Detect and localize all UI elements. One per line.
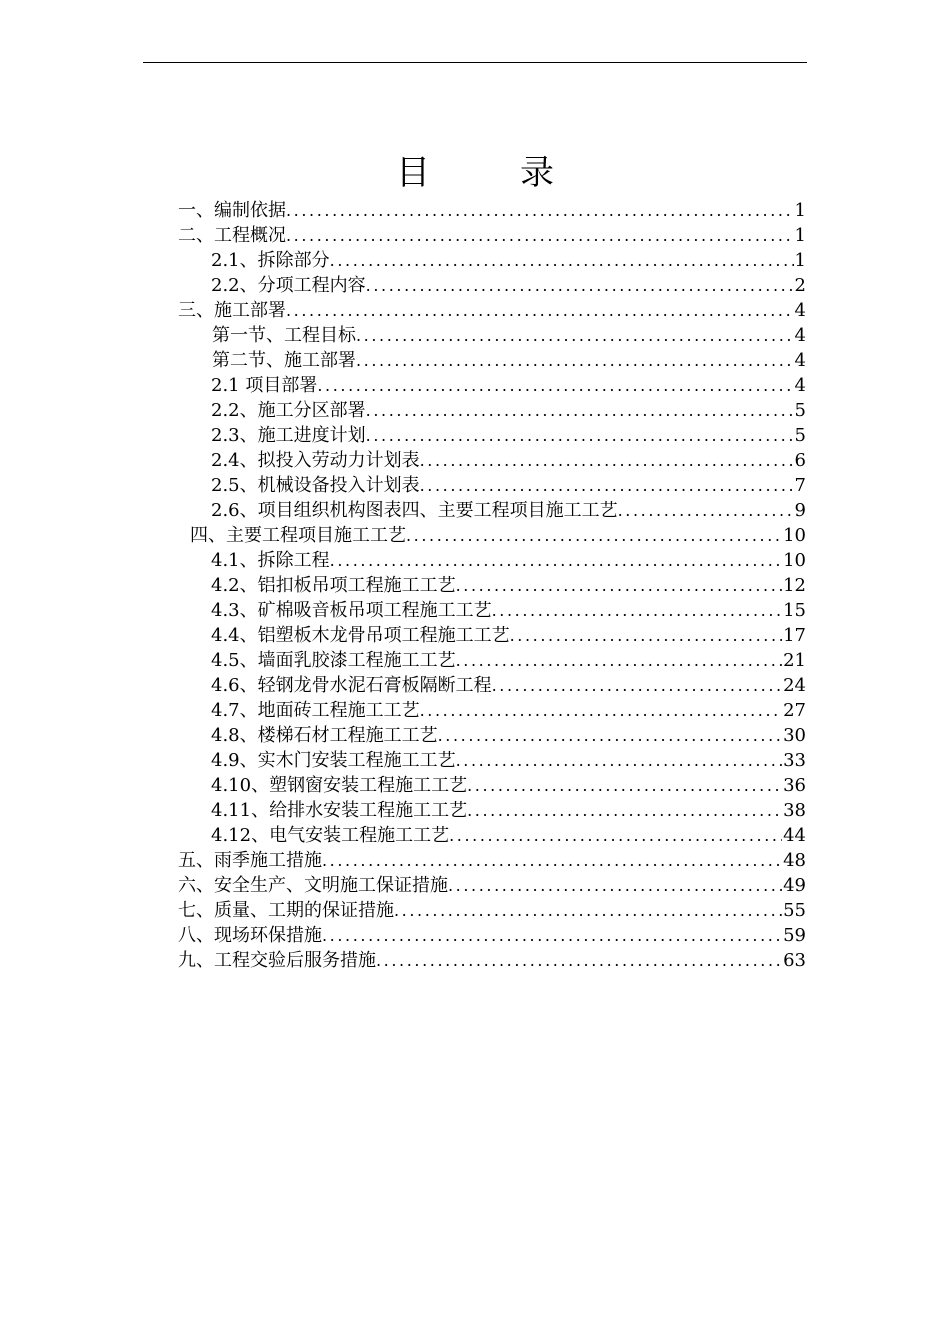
toc-entry[interactable] bbox=[211, 249, 806, 273]
toc-leader-dots bbox=[366, 424, 794, 448]
toc-entry-label: 2.1、拆除部分 bbox=[211, 250, 330, 271]
toc-entry-page: 2 bbox=[794, 275, 806, 296]
toc-leader-dots bbox=[438, 724, 782, 748]
toc-entry-label: 六、安全生产、文明施工保证措施 bbox=[178, 875, 448, 896]
toc-entry[interactable] bbox=[211, 374, 806, 398]
toc-leader-dots bbox=[322, 924, 782, 948]
toc-entry[interactable] bbox=[211, 449, 806, 473]
toc-entry-label: 七、质量、工期的保证措施 bbox=[178, 900, 394, 921]
toc-entry[interactable] bbox=[211, 649, 806, 673]
toc-entry-label: 4.5、墙面乳胶漆工程施工工艺 bbox=[211, 650, 456, 671]
toc-leader-dots bbox=[330, 249, 794, 273]
toc-leader-dots bbox=[406, 524, 782, 548]
toc-entry-page: 1 bbox=[794, 250, 806, 271]
toc-entry-label: 2.1 项目部署 bbox=[211, 375, 318, 396]
toc-entry-label: 4.9、实木门安装工程施工工艺 bbox=[211, 750, 456, 771]
toc-entry[interactable] bbox=[211, 774, 806, 798]
toc-leader-dots bbox=[456, 574, 782, 598]
toc-entry-label: 4.10、塑钢窗安装工程施工工艺 bbox=[211, 775, 468, 796]
toc-leader-dots bbox=[356, 324, 794, 348]
toc-entry-label: 2.4、拟投入劳动力计划表 bbox=[211, 450, 420, 471]
toc-leader-dots bbox=[286, 299, 794, 323]
toc-entry-page: 49 bbox=[783, 875, 806, 896]
toc-leader-dots bbox=[420, 449, 794, 473]
toc-entry-label: 二、工程概况 bbox=[178, 225, 286, 246]
toc-entry[interactable] bbox=[211, 699, 806, 723]
toc-entry[interactable] bbox=[178, 199, 806, 223]
toc-entry-page: 15 bbox=[783, 600, 806, 621]
toc-leader-dots bbox=[618, 499, 794, 523]
toc-title: 目 录 bbox=[396, 152, 582, 193]
toc-entry[interactable] bbox=[211, 674, 806, 698]
toc-entry-page: 1 bbox=[794, 200, 806, 221]
toc-entry-label: 八、现场环保措施 bbox=[178, 925, 322, 946]
toc-entry[interactable] bbox=[212, 324, 806, 348]
toc-entry-page: 6 bbox=[794, 450, 806, 471]
toc-entry[interactable] bbox=[211, 749, 806, 773]
toc-entry[interactable] bbox=[211, 499, 806, 523]
toc-entry[interactable] bbox=[178, 849, 806, 873]
toc-entry-page: 4 bbox=[794, 300, 806, 321]
toc-entry[interactable] bbox=[211, 824, 806, 848]
toc-entry-page: 59 bbox=[783, 925, 806, 946]
header-rule bbox=[143, 62, 807, 63]
toc-entry-label: 三、施工部署 bbox=[178, 300, 286, 321]
toc-leader-dots bbox=[492, 599, 782, 623]
toc-leader-dots bbox=[467, 774, 782, 798]
toc-entry-page: 17 bbox=[783, 625, 806, 646]
toc-entry[interactable] bbox=[178, 899, 806, 923]
toc-leader-dots bbox=[376, 949, 782, 973]
toc-leader-dots bbox=[286, 224, 794, 248]
toc-entry[interactable] bbox=[178, 299, 806, 323]
toc-entry[interactable] bbox=[211, 799, 806, 823]
toc-entry-label: 2.2、施工分区部署 bbox=[211, 400, 366, 421]
toc-entry[interactable] bbox=[211, 399, 806, 423]
toc-entry-page: 5 bbox=[794, 400, 806, 421]
toc-entry[interactable] bbox=[178, 874, 806, 898]
toc-leader-dots bbox=[356, 349, 794, 373]
toc-entry-page: 12 bbox=[783, 575, 806, 596]
toc-leader-dots bbox=[366, 399, 794, 423]
toc-entry-page: 10 bbox=[783, 550, 806, 571]
toc-entry-label: 4.4、铝塑板木龙骨吊项工程施工工艺 bbox=[211, 625, 510, 646]
toc-entry[interactable] bbox=[211, 624, 806, 648]
toc-entry-label: 五、雨季施工措施 bbox=[178, 850, 322, 871]
toc-leader-dots bbox=[420, 474, 794, 498]
toc-entry-page: 30 bbox=[783, 725, 806, 746]
toc-entry[interactable] bbox=[211, 424, 806, 448]
toc-entry-page: 44 bbox=[783, 825, 806, 846]
toc-entry[interactable] bbox=[178, 224, 806, 248]
toc-entry-label: 2.6、项目组织机构图表四、主要工程项目施工工艺 bbox=[211, 500, 618, 521]
toc-leader-dots bbox=[449, 824, 782, 848]
toc-entry-page: 4 bbox=[794, 375, 806, 396]
toc-entry-page: 36 bbox=[783, 775, 806, 796]
toc-entry[interactable] bbox=[211, 574, 806, 598]
toc-entry-page: 48 bbox=[783, 850, 806, 871]
toc-leader-dots bbox=[456, 649, 782, 673]
toc-entry-page: 4 bbox=[794, 350, 806, 371]
toc-entry[interactable] bbox=[212, 349, 806, 373]
toc-leader-dots bbox=[286, 199, 794, 223]
toc-entry-page: 33 bbox=[783, 750, 806, 771]
toc-leader-dots bbox=[420, 699, 782, 723]
toc-entry-label: 4.1、拆除工程 bbox=[211, 550, 330, 571]
toc-leader-dots bbox=[467, 799, 782, 823]
toc-entry-page: 24 bbox=[783, 675, 806, 696]
toc-entry[interactable] bbox=[178, 949, 806, 973]
toc-entry-page: 5 bbox=[794, 425, 806, 446]
toc-entry-page: 4 bbox=[794, 325, 806, 346]
toc-entry[interactable] bbox=[178, 924, 806, 948]
toc-entry-label: 2.3、施工进度计划 bbox=[211, 425, 366, 446]
toc-leader-dots bbox=[366, 274, 794, 298]
toc-leader-dots bbox=[317, 374, 793, 398]
toc-entry[interactable] bbox=[211, 474, 806, 498]
toc-entry[interactable] bbox=[211, 274, 806, 298]
toc-entry-label: 4.11、给排水安装工程施工工艺 bbox=[211, 800, 468, 821]
toc-entry[interactable] bbox=[211, 599, 806, 623]
toc-entry-page: 9 bbox=[794, 500, 806, 521]
toc-leader-dots bbox=[456, 749, 782, 773]
toc-entry-page: 55 bbox=[783, 900, 806, 921]
toc-leader-dots bbox=[394, 899, 782, 923]
toc-entry-label: 4.8、楼梯石材工程施工工艺 bbox=[211, 725, 438, 746]
toc-entry-label: 4.6、轻钢龙骨水泥石膏板隔断工程 bbox=[211, 675, 492, 696]
toc-entry-label: 第一节、工程目标 bbox=[212, 325, 356, 346]
toc-entry-label: 2.5、机械设备投入计划表 bbox=[211, 475, 420, 496]
toc-entry-label: 2.2、分项工程内容 bbox=[211, 275, 366, 296]
toc-entry-label: 4.7、地面砖工程施工工艺 bbox=[211, 700, 420, 721]
toc-entry-label: 4.2、铝扣板吊项工程施工工艺 bbox=[211, 575, 456, 596]
toc-entry[interactable] bbox=[190, 524, 806, 548]
toc-entry[interactable] bbox=[211, 549, 806, 573]
toc-entry-page: 10 bbox=[783, 525, 806, 546]
toc-entry-page: 38 bbox=[783, 800, 806, 821]
toc-leader-dots bbox=[492, 674, 782, 698]
toc-entry-page: 63 bbox=[783, 950, 806, 971]
toc-entry-label: 4.12、电气安装工程施工工艺 bbox=[211, 825, 450, 846]
toc-entry-page: 27 bbox=[783, 700, 806, 721]
toc-leader-dots bbox=[510, 624, 782, 648]
toc-leader-dots bbox=[322, 849, 782, 873]
toc-entry-page: 1 bbox=[794, 225, 806, 246]
toc-entry-label: 一、编制依据 bbox=[178, 200, 286, 221]
toc-entry-page: 21 bbox=[783, 650, 806, 671]
toc-entry-label: 四、主要工程项目施工工艺 bbox=[190, 525, 406, 546]
toc-entry-page: 7 bbox=[794, 475, 806, 496]
toc-entry-label: 4.3、矿棉吸音板吊项工程施工工艺 bbox=[211, 600, 492, 621]
toc-leader-dots bbox=[330, 549, 782, 573]
toc-entry[interactable] bbox=[211, 724, 806, 748]
toc-entry-label: 九、工程交验后服务措施 bbox=[178, 950, 376, 971]
toc-leader-dots bbox=[448, 874, 782, 898]
toc-entry-label: 第二节、施工部署 bbox=[212, 350, 356, 371]
